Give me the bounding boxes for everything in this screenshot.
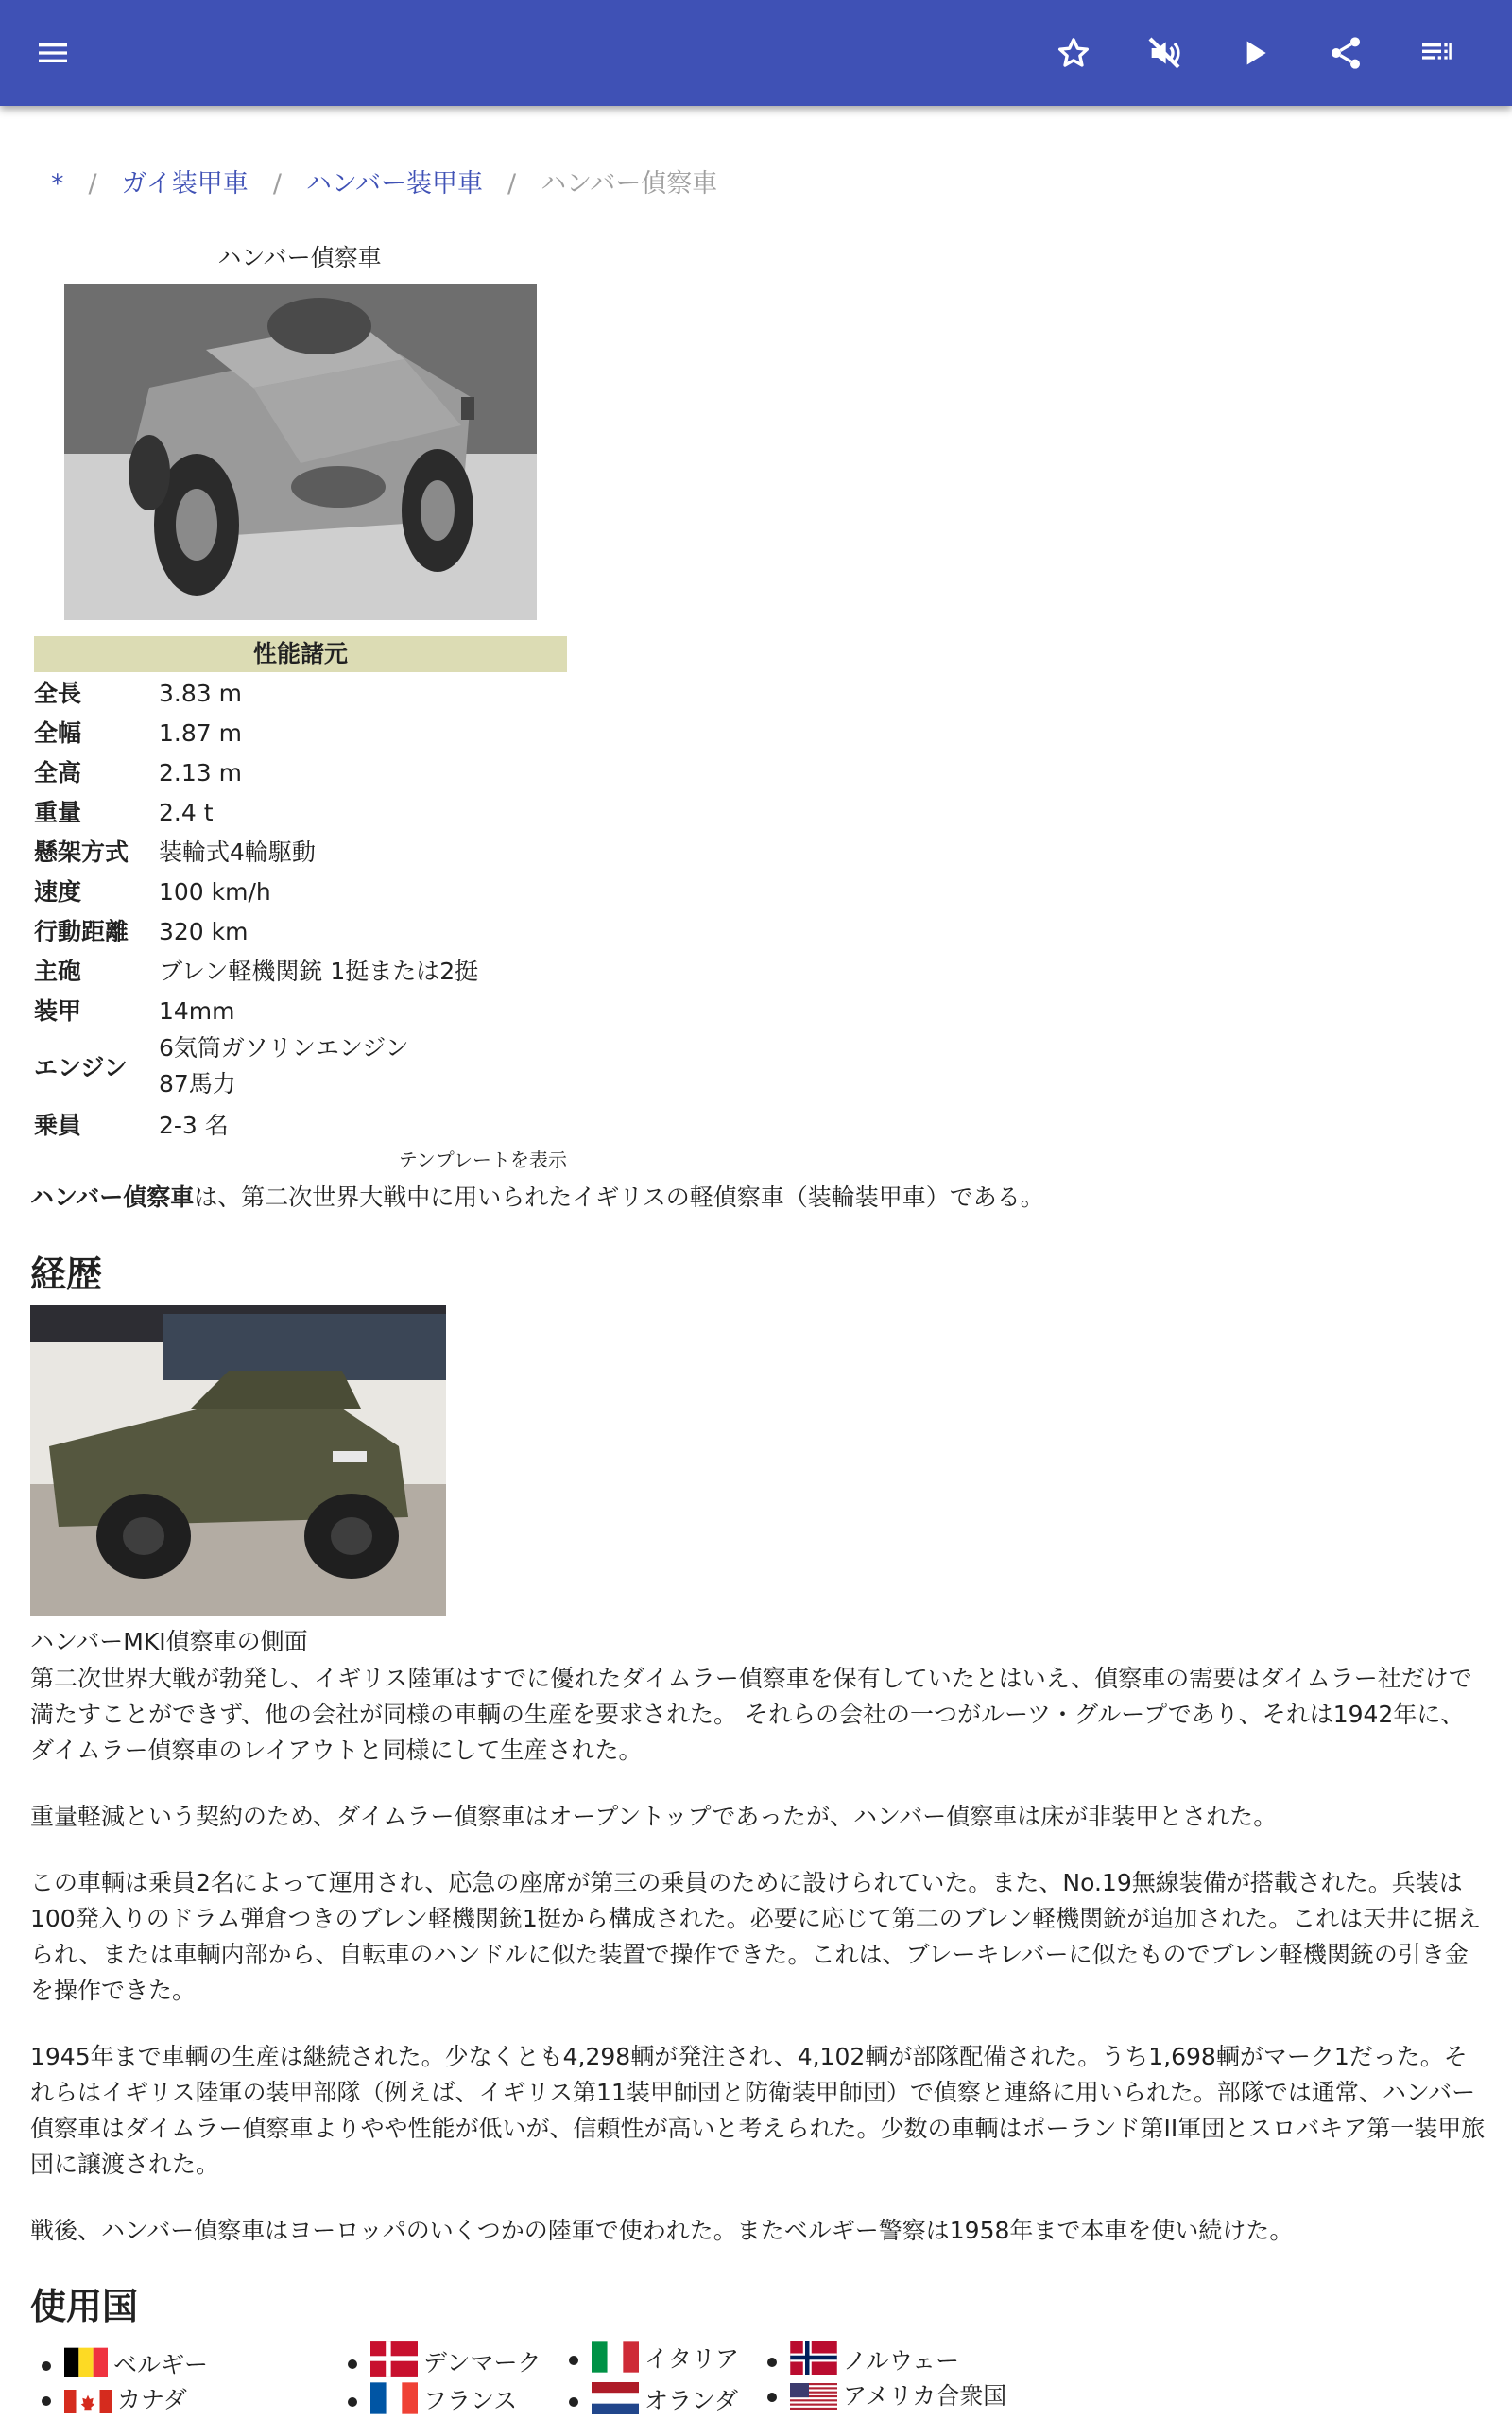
country-link[interactable]: デンマーク (423, 2349, 541, 2377)
play-button[interactable] (1225, 23, 1285, 83)
belgium-flag-icon (64, 2346, 108, 2378)
spec-row-range (34, 912, 601, 952)
country-link[interactable]: イタリア (644, 2345, 740, 2373)
breadcrumb-guy-armoured-car[interactable]: ガイ装甲車 (121, 169, 249, 199)
bullet (42, 2396, 51, 2406)
bullet (348, 2360, 357, 2369)
spec-value: 6気筒ガソリンエンジン (159, 1034, 409, 1062)
breadcrumb-humber-armoured-car[interactable]: ハンバー装甲車 (305, 169, 484, 199)
history-paragraph-2: 重量軽減という契約のため、ダイムラー偵察車はオープントップであったが、ハンバー偵察車は床が非装甲とされた。 (30, 1803, 1278, 1830)
mute-icon (1145, 34, 1183, 72)
netherlands-flag-icon (592, 2382, 639, 2414)
users-heading: 使用国 (30, 2286, 139, 2327)
infobox-title: ハンバー偵察車 (217, 244, 382, 271)
country-item-norway (767, 2341, 959, 2379)
spec-label: 速度 (34, 878, 82, 906)
spec-value: 100 km/h (159, 878, 271, 906)
usa-flag-icon (790, 2383, 837, 2410)
spec-label: 重量 (34, 799, 82, 826)
share-button[interactable] (1315, 23, 1376, 83)
spec-header: 性能諸元 (34, 636, 567, 672)
breadcrumb-home[interactable]: * (51, 169, 64, 199)
country-link[interactable]: フランス (423, 2387, 518, 2414)
spec-row-height (34, 753, 601, 793)
country-item-netherlands (569, 2382, 738, 2419)
country-item-france (348, 2382, 517, 2419)
spec-label: 全幅 (34, 719, 82, 747)
favorite-button[interactable] (1043, 23, 1104, 83)
bullet (569, 2397, 578, 2407)
denmark-flag-icon (370, 2341, 418, 2377)
italy-flag-icon (592, 2341, 639, 2373)
norway-flag-icon (790, 2341, 837, 2375)
country-item-belgium (42, 2346, 208, 2383)
spec-value: 装輪式4輪駆動 (159, 838, 316, 866)
country-item-denmark (348, 2341, 541, 2381)
breadcrumb-separator: / (507, 169, 517, 199)
mute-button[interactable] (1134, 23, 1194, 83)
canada-flag-icon (64, 2390, 112, 2413)
bullet (767, 2358, 777, 2367)
bullet (348, 2397, 357, 2407)
france-flag-icon (370, 2382, 418, 2414)
history-paragraph-4: 1945年まで車輌の生産は継続された。少なくとも4,298輌が発注され、4,102輌が部隊配備された。うち1,698輌がマーク1だった。それらはイギリス陸軍の装甲部隊（例えば、イギリス第11装甲師団と防衛装甲師団）で偵察と連絡に用いられた。部隊では通常、ハンバー偵察車はダイムラー偵察車よりやや性能が低いが、信頼性が高いと考えられた。少数の車輌はポーランド第II軍団とスロバキア第一装甲旅団に譲渡された。 (30, 2043, 1486, 2178)
spec-label: 全高 (34, 759, 82, 786)
spec-value: ブレン軽機関銃 1挺または2挺 (159, 958, 479, 985)
country-link[interactable]: カナダ (117, 2386, 187, 2413)
country-item-canada (42, 2382, 187, 2418)
history-paragraph-1: 第二次世界大戦が勃発し、イギリス陸軍はすでに優れたダイムラー偵察車を保有していたとはいえ、偵察車の需要はダイムラー社だけで満たすことができず、他の会社が同様の車輌の生産を要求された。 それらの会社の一つがルーツ・グループであり、それは1942年に、ダイムラー偵察車のレイアウトと同様にして生産された。 (30, 1665, 1472, 1764)
spec-row-engine (34, 1030, 601, 1106)
spec-value: 14mm (159, 997, 235, 1025)
spec-value: 2-3 名 (159, 1112, 229, 1139)
history-vehicle-photo[interactable] (30, 1305, 446, 1616)
spec-value: 2.4 t (159, 799, 214, 826)
star-icon (1055, 34, 1092, 72)
spec-row-armament (34, 952, 601, 992)
spec-label: エンジン (34, 1054, 128, 1081)
country-link[interactable]: ベルギー (113, 2351, 209, 2378)
lead-text: は、第二次世界大戦中に用いられたイギリスの軽偵察車（装輪装甲車）である。 (194, 1184, 1044, 1211)
spec-row-armor (34, 992, 601, 1031)
history-heading: 経歴 (30, 1253, 103, 1295)
country-item-usa (767, 2378, 1006, 2414)
app-bar (0, 0, 1512, 106)
lead-paragraph (30, 1180, 1486, 1216)
spec-value-second-line: 87馬力 (159, 1070, 236, 1098)
spec-label: 主砲 (34, 958, 82, 985)
spec-row-length (34, 674, 601, 714)
spec-row-crew (34, 1106, 601, 1146)
spec-label: 行動距離 (34, 918, 129, 945)
play-icon (1236, 34, 1274, 72)
country-link[interactable]: ノルウェー (843, 2347, 960, 2375)
history-paragraph-3: この車輌は乗員2名によって運用され、応急の座席が第三の乗員のために設けられていた。また、No.19無線装備が搭載された。兵装は100発入りのドラム弾倉つきのブレン軽機関銃1挺から構成された。必要に応じて第二のブレン軽機関銃が追加された。これは天井に据えられ、または車輌内部から、自転車のハンドルに似た装置で操作できた。これは、ブレーキレバーに似たものでブレン軽機関銃の引き金を操作できた。 (30, 1869, 1482, 2004)
infobox-vehicle-photo[interactable] (64, 284, 537, 620)
playlist-button[interactable] (1406, 23, 1467, 83)
playlist-icon (1418, 34, 1455, 72)
history-photo-caption: ハンバーMKI偵察車の側面 (30, 1628, 308, 1655)
scout-car-side-illustration (30, 1305, 446, 1616)
country-item-italy (569, 2341, 739, 2377)
spec-label: 乗員 (34, 1112, 82, 1139)
country-link[interactable]: アメリカ合衆国 (843, 2382, 1007, 2410)
bullet (569, 2356, 578, 2365)
spec-row-speed (34, 873, 601, 912)
spec-label: 装甲 (34, 997, 82, 1025)
lead-bold-term: ハンバー偵察車 (30, 1184, 195, 1211)
spec-value: 1.87 m (159, 719, 242, 747)
country-link[interactable]: オランダ (644, 2387, 739, 2414)
menu-icon (34, 34, 72, 72)
bullet (767, 2393, 777, 2402)
breadcrumb (51, 165, 717, 203)
breadcrumb-current: ハンバー偵察車 (541, 169, 718, 199)
scout-car-rear-illustration (64, 284, 537, 620)
spec-value: 2.13 m (159, 759, 242, 786)
spec-label: 全長 (34, 680, 82, 707)
share-icon (1327, 34, 1365, 72)
bullet (42, 2361, 51, 2371)
menu-button[interactable] (23, 23, 83, 83)
spec-value: 320 km (159, 918, 249, 945)
spec-row-width (34, 714, 601, 753)
spec-row-suspension (34, 833, 601, 873)
breadcrumb-separator: / (272, 169, 282, 199)
spec-value: 3.83 m (159, 680, 242, 707)
spec-label: 懸架方式 (34, 838, 129, 866)
breadcrumb-separator: / (88, 169, 97, 199)
show-template-link[interactable]: テンプレートを表示 (398, 1149, 567, 1171)
history-paragraph-5: 戦後、ハンバー偵察車はヨーロッパのいくつかの陸軍で使われた。またベルギー警察は1958年まで本車を使い続けた。 (30, 2217, 1294, 2244)
spec-row-weight (34, 793, 601, 833)
